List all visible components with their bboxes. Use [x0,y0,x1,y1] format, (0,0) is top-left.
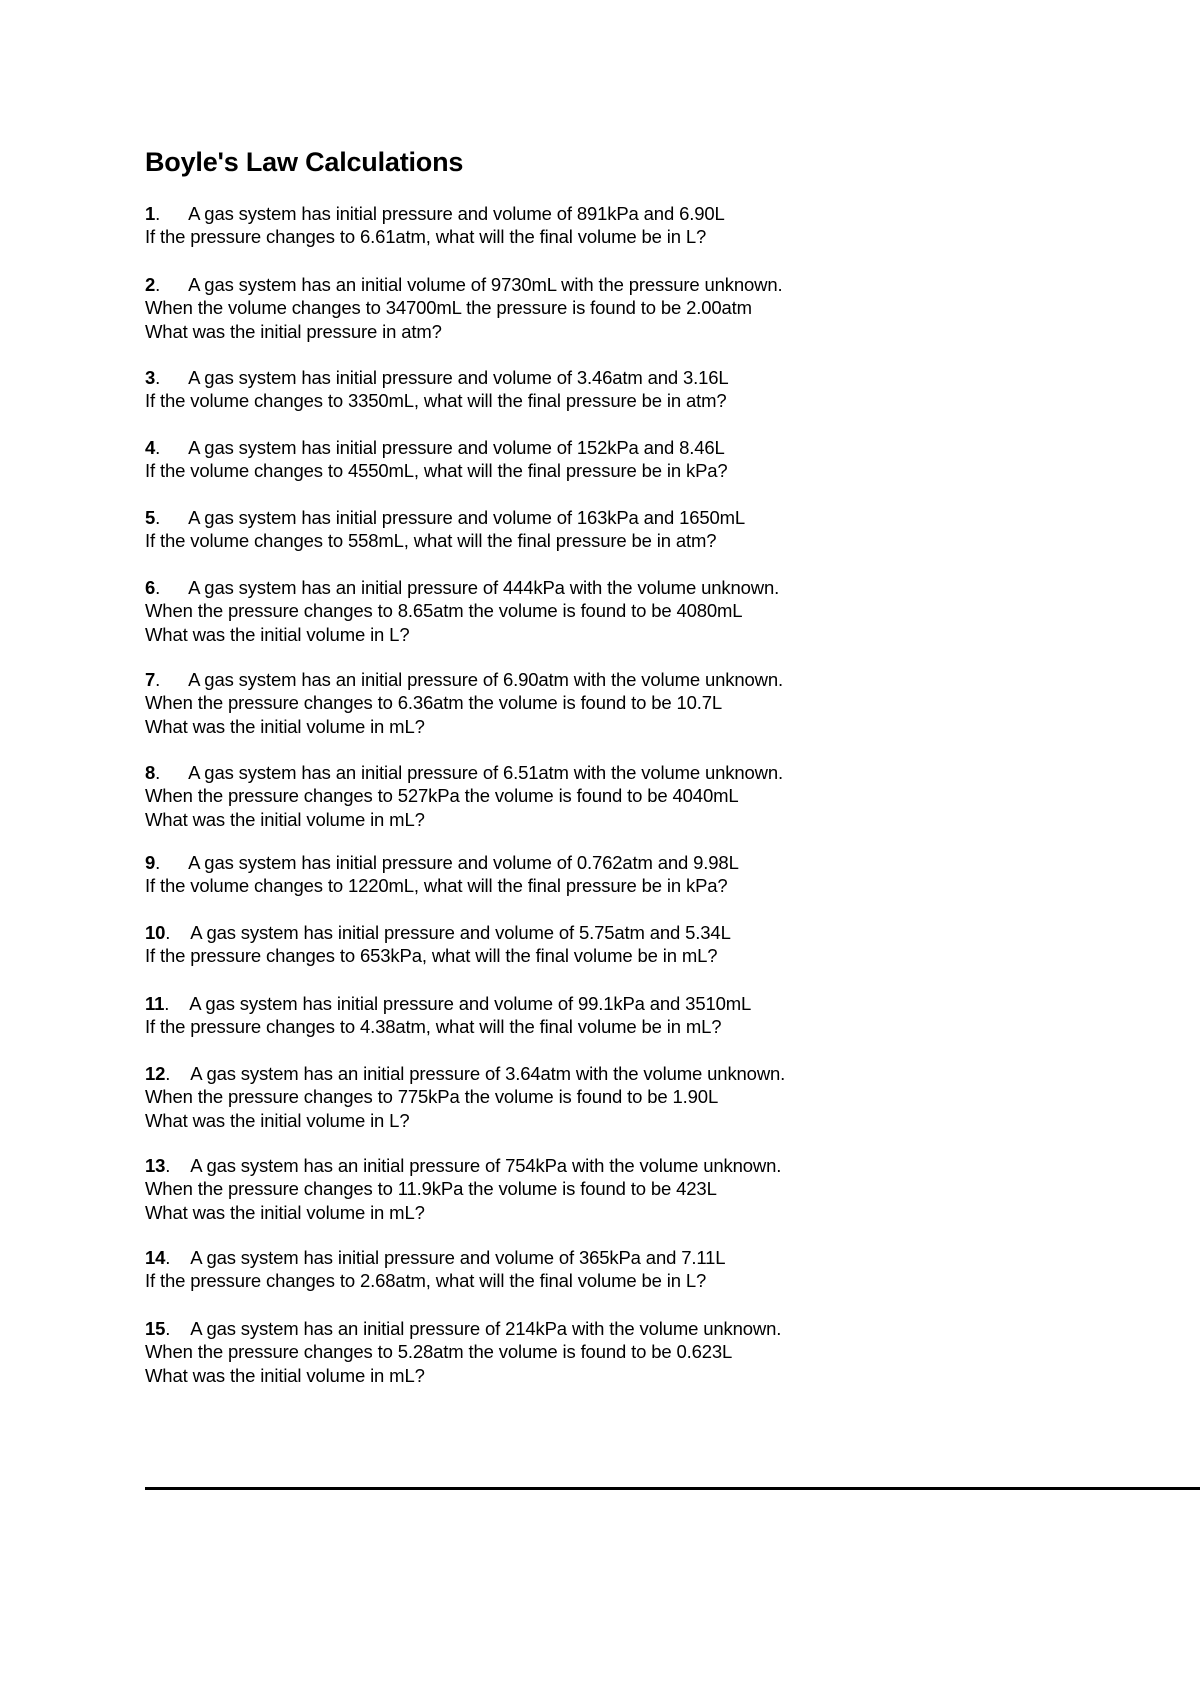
question-number-dot: . [155,577,161,598]
question-number: 7 [145,669,156,690]
question-text: When the pressure changes to 5.28atm the volume is found to be 0.623L [145,1341,733,1363]
question-number: 14 [145,1247,166,1268]
question-text: A gas system has initial pressure and volume of 365kPa and 7.11L [190,1247,726,1268]
question-3 [145,366,1145,413]
bottom-divider [145,1487,1200,1490]
question-line [145,320,1145,343]
question-number: 2 [145,274,156,295]
question-line [145,1364,1145,1387]
question-number-dot: . [155,203,161,224]
question-line [145,921,1145,944]
question-text: If the volume changes to 4550mL, what will the final pressure be in kPa? [145,460,728,482]
question-line [145,761,1145,784]
question-number-dot: . [155,274,161,295]
question-line [145,273,1145,296]
question-number-dot: . [155,762,161,783]
question-line [145,691,1145,714]
question-13 [145,1154,1145,1224]
question-text: What was the initial volume in mL? [145,1364,425,1386]
question-text: A gas system has an initial pressure of 3.64atm with the volume unknown. [190,1063,786,1084]
question-line [145,808,1145,831]
question-line [145,436,1145,459]
question-14 [145,1246,1145,1293]
question-number: 6 [145,577,156,598]
question-line [145,599,1145,622]
question-text: When the pressure changes to 11.9kPa the volume is found to be 423L [145,1178,717,1200]
question-line [145,1177,1145,1200]
question-line [145,506,1145,529]
question-line [145,529,1145,552]
question-text: When the volume changes to 34700mL the pressure is found to be 2.00atm [145,297,752,319]
question-text: If the pressure changes to 4.38atm, what will the final volume be in mL? [145,1016,722,1038]
question-text: What was the initial volume in L? [145,623,410,645]
question-text: A gas system has an initial volume of 9730mL with the pressure unknown. [188,274,783,295]
question-text: A gas system has initial pressure and volume of 5.75atm and 5.34L [190,922,731,943]
question-text: What was the initial volume in L? [145,1109,410,1131]
question-line [145,1317,1145,1340]
question-number-dot: . [155,437,161,458]
question-number-dot: . [165,1247,171,1268]
question-line [145,668,1145,691]
question-number-dot: . [165,1063,171,1084]
question-text: What was the initial pressure in atm? [145,320,442,342]
question-line [145,944,1145,967]
question-text: If the pressure changes to 2.68atm, what will the final volume be in L? [145,1270,707,1292]
question-number-dot: . [155,367,161,388]
question-line [145,992,1145,1015]
question-1 [145,202,1145,249]
question-line [145,576,1145,599]
question-text: When the pressure changes to 8.65atm the volume is found to be 4080mL [145,600,743,622]
question-text: A gas system has initial pressure and volume of 0.762atm and 9.98L [188,852,739,873]
question-9 [145,851,1145,898]
question-2 [145,273,1145,343]
question-text: If the volume changes to 1220mL, what will the final pressure be in kPa? [145,875,728,897]
question-line [145,1246,1145,1269]
question-line [145,1201,1145,1224]
question-text: If the pressure changes to 653kPa, what will the final volume be in mL? [145,945,718,967]
question-number-dot: . [155,669,161,690]
question-line [145,389,1145,412]
question-number: 11 [145,993,165,1014]
question-line [145,1015,1145,1038]
question-line [145,851,1145,874]
question-number-dot: . [155,852,161,873]
question-8 [145,761,1145,831]
question-number: 10 [145,922,166,943]
question-text: What was the initial volume in mL? [145,715,425,737]
question-number: 12 [145,1063,166,1084]
question-text: A gas system has initial pressure and volume of 152kPa and 8.46L [188,437,725,458]
question-line [145,784,1145,807]
question-text: When the pressure changes to 775kPa the volume is found to be 1.90L [145,1086,719,1108]
question-line [145,366,1145,389]
question-number: 13 [145,1155,166,1176]
question-4 [145,436,1145,483]
question-line [145,715,1145,738]
question-number: 4 [145,437,156,458]
question-line [145,296,1145,319]
question-text: When the pressure changes to 527kPa the volume is found to be 4040mL [145,785,739,807]
question-line [145,1085,1145,1108]
question-text: A gas system has initial pressure and volume of 3.46atm and 3.16L [188,367,729,388]
question-10 [145,921,1145,968]
question-number-dot: . [155,507,161,528]
question-text: A gas system has an initial pressure of 444kPa with the volume unknown. [188,577,780,598]
question-text: If the pressure changes to 6.61atm, what will the final volume be in L? [145,226,707,248]
question-text: A gas system has an initial pressure of 754kPa with the volume unknown. [190,1155,782,1176]
question-number-dot: . [165,1318,171,1339]
question-text: A gas system has an initial pressure of 6.51atm with the volume unknown. [188,762,784,783]
question-text: What was the initial volume in mL? [145,1201,425,1223]
question-number: 5 [145,507,156,528]
question-number: 8 [145,762,156,783]
question-line [145,1154,1145,1177]
question-12 [145,1062,1145,1132]
question-line [145,1062,1145,1085]
question-15 [145,1317,1145,1387]
question-number-dot: . [164,993,170,1014]
question-11 [145,992,1145,1039]
question-5 [145,506,1145,553]
question-line [145,202,1145,225]
question-text: What was the initial volume in mL? [145,808,425,830]
page-title: Boyle's Law Calculations [145,147,464,177]
question-6 [145,576,1145,646]
question-line [145,225,1145,248]
question-number: 1 [145,203,156,224]
question-text: If the volume changes to 3350mL, what will the final pressure be in atm? [145,390,727,412]
question-line [145,1340,1145,1363]
question-text: When the pressure changes to 6.36atm the volume is found to be 10.7L [145,692,723,714]
question-number: 3 [145,367,156,388]
question-number: 15 [145,1318,166,1339]
question-text: A gas system has initial pressure and volume of 891kPa and 6.90L [188,203,725,224]
question-text: A gas system has an initial pressure of 6.90atm with the volume unknown. [188,669,784,690]
question-line [145,874,1145,897]
question-7 [145,668,1145,738]
question-number-dot: . [165,922,171,943]
question-line [145,623,1145,646]
question-line [145,1269,1145,1292]
question-line [145,1109,1145,1132]
question-number-dot: . [165,1155,171,1176]
question-text: A gas system has an initial pressure of 214kPa with the volume unknown. [190,1318,782,1339]
question-text: A gas system has initial pressure and volume of 99.1kPa and 3510mL [189,993,752,1014]
question-number: 9 [145,852,156,873]
question-text: If the volume changes to 558mL, what will the final pressure be in atm? [145,530,717,552]
question-text: A gas system has initial pressure and volume of 163kPa and 1650mL [188,507,746,528]
question-line [145,459,1145,482]
